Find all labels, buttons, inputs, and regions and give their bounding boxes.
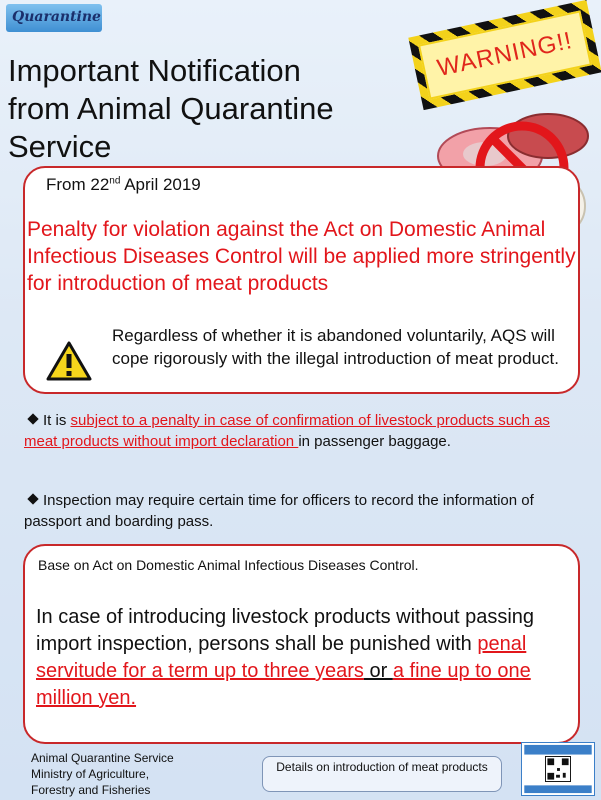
case-servitude: penal servitude for a term up to three years (36, 633, 527, 682)
case-fine: a fine up to one million yen. (36, 660, 531, 709)
org-line-2: Ministry of Agriculture, (31, 767, 150, 781)
quarantine-logo (6, 4, 102, 32)
law-basis: Base on Act on Domestic Animal Infectious Diseases Control. (38, 557, 419, 573)
case-pre: In case of introducing livestock products without passing import inspection, persons shall be punished with (36, 606, 535, 655)
date-prefix: From 22 (46, 175, 110, 194)
date-rest: April 2019 (120, 175, 201, 194)
footer-organization (31, 750, 174, 798)
regardless-text: Regardless of whether it is abandoned voluntarily, AQS will cope rigorously with the illegal introduction of meat product. (112, 326, 559, 368)
warning-tape (408, 0, 601, 110)
page-title (8, 52, 428, 166)
bullet-penalty (24, 410, 584, 452)
bullet-icon (27, 413, 38, 424)
punishment-text (36, 604, 576, 712)
bullet-icon (27, 493, 38, 504)
bullet-inspection (24, 490, 584, 532)
bullet1-post: in passenger baggage. (298, 433, 451, 450)
details-button[interactable]: Details on introduction of meat products (262, 756, 502, 792)
logo-text: Quarantine (12, 9, 101, 25)
title-line-3: Service (8, 129, 112, 164)
warning-label: WARNING!! (418, 10, 592, 99)
caution-icon (46, 340, 92, 382)
org-line-1: Animal Quarantine Service (31, 751, 174, 765)
date-suffix: nd (109, 175, 121, 187)
title-line-2: from Animal Quarantine (8, 91, 334, 126)
qr-code-icon[interactable] (521, 742, 595, 796)
case-or: or (363, 660, 393, 682)
title-line-1: Important Notification (8, 53, 301, 88)
bullet2-text: Inspection may require certain time for officers to record the information of passport and boarding pass. (24, 492, 534, 530)
bullet1-pre: It is (43, 412, 71, 429)
bullet1-red: subject to a penalty in case of confirmation of livestock products such as meat products without import declaration (24, 412, 550, 450)
effective-date (46, 175, 201, 195)
penalty-statement: Penalty for violation against the Act on Domestic Animal Infectious Diseases Control will be applied more stringently for introduction of meat products (27, 218, 576, 295)
org-line-3: Forestry and Fisheries (31, 783, 151, 797)
